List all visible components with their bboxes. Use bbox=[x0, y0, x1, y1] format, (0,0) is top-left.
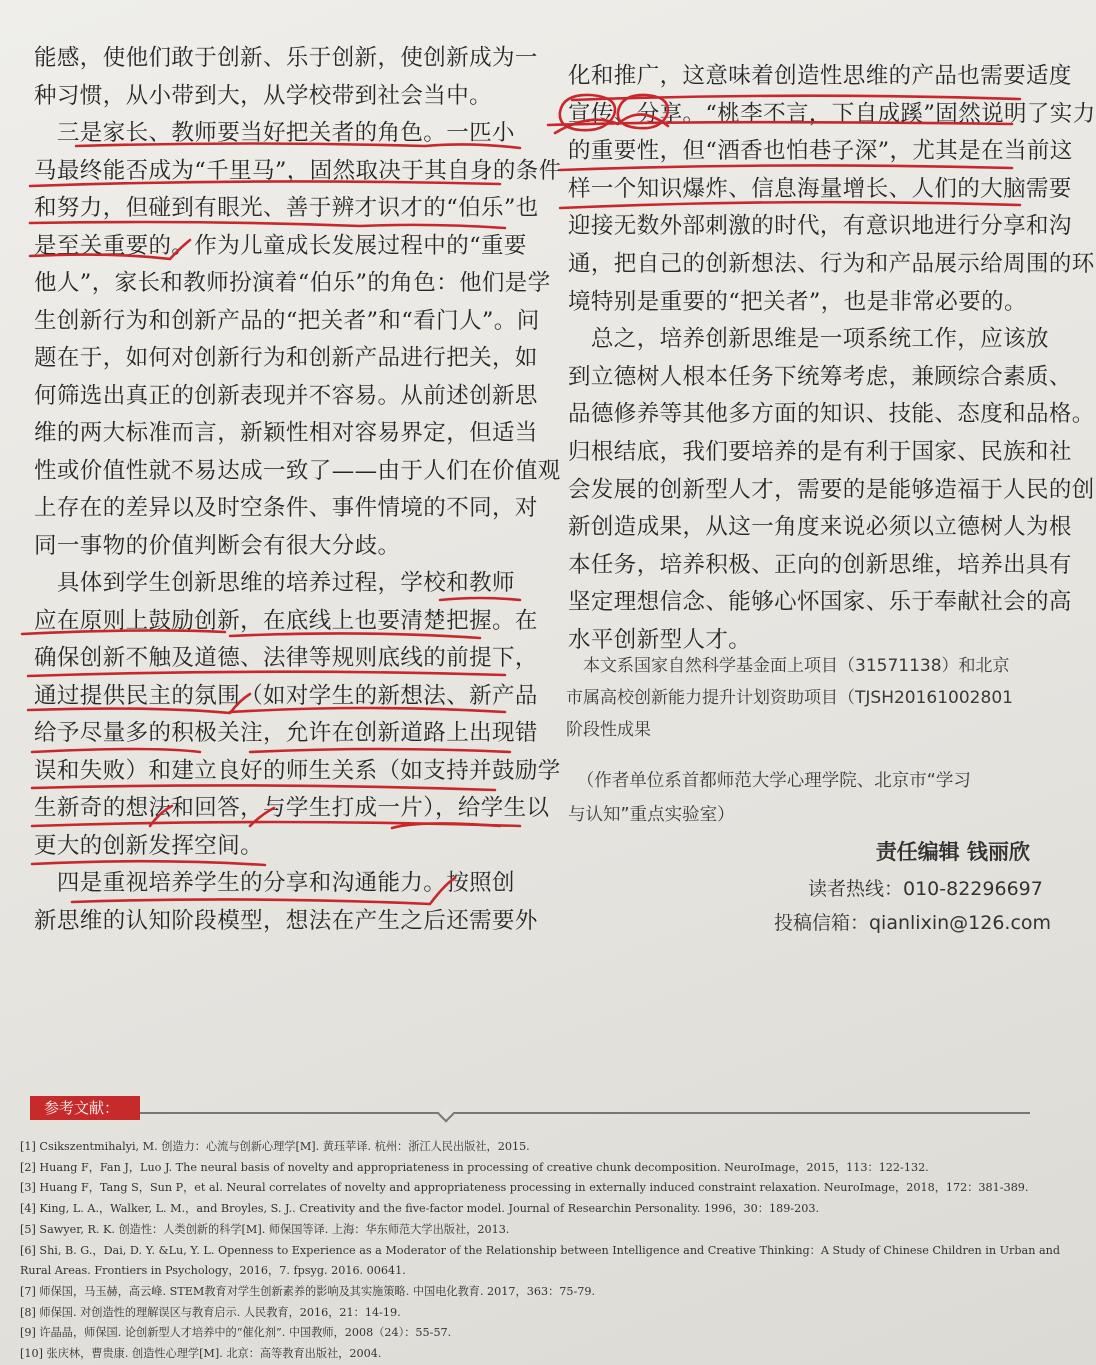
text-line: 新思维的认知阶段模型，想法在产生之后还需要外 bbox=[34, 907, 538, 934]
reference-item: [1] Csikszentmihalyi, M. 创造力：心流与创新心理学[M]. 黄珏苹译. 杭州：浙江人民出版社，2015. bbox=[20, 1140, 530, 1153]
reference-item: Rural Areas. Frontiers in Psychology，2016，7. fpsyg. 2016. 00641. bbox=[20, 1264, 406, 1278]
reference-item: [4] King, L. A.，Walker, L. M.，and Broyles, S. J.. Creativity and the five-factor model. Journal of Researchin Personality. 1996，30：189-203. bbox=[20, 1202, 819, 1216]
text-line: 具体到学生创新思维的培养过程，学校和教师 bbox=[34, 570, 515, 596]
text-line: 给予尽量多的积极关注，允许在创新道路上出现错 bbox=[34, 720, 538, 746]
affiliation-line: （作者单位系首都师范大学心理学院、北京市“学习 bbox=[568, 771, 971, 791]
text-line: 化和推广，这意味着创造性思维的产品也需要适度 bbox=[568, 63, 1072, 89]
text-line: 种习惯，从小带到大，从学校带到社会当中。 bbox=[34, 82, 493, 109]
text-line: 的重要性，但“酒香也怕巷子深”，尤其是在当前这 bbox=[568, 138, 1073, 165]
text-line: 品德修养等其他多方面的知识、技能、态度和品格。 bbox=[568, 401, 1095, 428]
pen-underline bbox=[72, 878, 455, 904]
text-line: 生新奇的想法和回答，与学生打成一片），给学生以 bbox=[34, 795, 550, 821]
text-line: 题在于，如何对创新行为和创新产品进行把关，如 bbox=[34, 345, 538, 371]
pen-underline bbox=[30, 240, 190, 259]
pen-underline bbox=[30, 181, 500, 186]
pen-underline bbox=[560, 165, 1012, 170]
reference-item: [7] 师保国，马玉赫，高云峰. STEM教育对学生创新素养的影响及其实施策略. 中国电化教育. 2017，363：75-79. bbox=[20, 1284, 596, 1298]
text-line: 应在原则上鼓励创新，在底线上也要清楚把握。在 bbox=[34, 607, 538, 634]
text-line: 更大的创新发挥空间。 bbox=[34, 832, 264, 859]
reference-item: [10] 张庆林，曹贵康. 创造性心理学[M]. 北京：高等教育出版社，2004. bbox=[20, 1347, 382, 1361]
pen-underline bbox=[392, 823, 500, 828]
text-line: 和努力，但碰到有眼光、善于辨才识才的“伯乐”也 bbox=[34, 195, 539, 221]
text-line: 同一事物的价值判断会有很大分歧。 bbox=[34, 532, 401, 559]
funding-line: 阶段性成果 bbox=[566, 720, 651, 740]
text-line: 何筛选出真正的创新表现并不容易。从前述创新思 bbox=[34, 382, 538, 409]
reference-item: [5] Sawyer, R. K. 创造性：人类创新的科学[M]. 师保国等译. 上海：华东师范大学出版社，2013. bbox=[20, 1222, 510, 1236]
pen-underline bbox=[30, 222, 505, 228]
text-line: 会发展的创新型人才，需要的是能够造福于人民的创 bbox=[568, 476, 1095, 503]
funding-line: 市属高校创新能力提升计划资助项目（TJSH20161002801 bbox=[566, 688, 1013, 708]
text-line: 到立德树人根本任务下统筹考虑，兼顾综合素质、 bbox=[568, 363, 1072, 390]
pen-underline bbox=[32, 785, 495, 790]
text-line: 维的两大标准而言，新颖性相对容易界定，但适当 bbox=[34, 420, 538, 446]
text-line: 马最终能否成为“千里马”，固然取决于其自身的条件 bbox=[34, 157, 562, 184]
text-line: 四是重视培养学生的分享和沟通能力。按照创 bbox=[34, 870, 515, 896]
funding-line: 本文系国家自然科学基金面上项目（31571138）和北京 bbox=[566, 656, 1010, 676]
pen-underline bbox=[230, 708, 505, 712]
text-line: 是至关重要的。作为儿童成长发展过程中的“重要 bbox=[34, 232, 527, 259]
text-line: 迎接无数外部刺激的时代，有意识地进行分享和沟 bbox=[568, 213, 1072, 240]
responsible-editor: 责任编辑 钱丽欣 bbox=[875, 840, 1030, 864]
text-line: 能感，使他们敢于创新、乐于创新，使创新成为一 bbox=[34, 45, 538, 71]
text-line: 确保创新不触及道德、法律等规则底线的前提下， bbox=[34, 645, 538, 671]
text-line: 宣传、分享。“桃李不言，下自成蹊”固然说明了实力 bbox=[568, 100, 1096, 127]
pen-underline bbox=[22, 630, 225, 634]
text-line: 总之，培养创新思维是一项系统工作，应该放 bbox=[568, 326, 1049, 353]
pen-underline bbox=[28, 694, 250, 713]
pen-underline bbox=[425, 144, 520, 148]
reference-item: [3] Huang F，Tang S，Sun P，et al. Neural correlates of novelty and appropriateness processing in externally induced constraint relaxation. NeuroImage，2018，172：381-389. bbox=[20, 1181, 1029, 1195]
pen-underline bbox=[230, 633, 480, 638]
submission-email: 投稿信箱：qianlixin@126.com bbox=[774, 912, 1052, 934]
pen-underline bbox=[32, 861, 265, 865]
affiliation-line: 与认知”重点实验室） bbox=[568, 805, 735, 825]
reference-item: [2] Huang F，Fan J，Luo J. The neural basis of novelty and appropriateness in processing of creative chunk decomposition. NeuroImage，2015，113：122-132. bbox=[20, 1160, 929, 1174]
text-line: 样一个知识爆炸、信息海量增长、人们的大脑需要 bbox=[568, 175, 1072, 202]
text-line: 生创新行为和创新产品的“把关者”和“看门人”。问 bbox=[34, 307, 540, 334]
text-line: 境特别是重要的“把关者”，也是非常必要的。 bbox=[568, 288, 1027, 315]
text-line: 误和失败）和建立良好的师生关系（如支持并鼓励学 bbox=[34, 757, 561, 784]
pen-underline bbox=[76, 144, 425, 147]
text-line: 三是家长、教师要当好把关者的角色。一匹小 bbox=[34, 120, 515, 146]
text-line: 归根结底，我们要培养的是有利于国家、民族和社 bbox=[568, 438, 1072, 465]
pen-underline bbox=[32, 749, 200, 752]
text-line: 新创造成果，从这一角度来说必须以立德树人为根 bbox=[568, 514, 1072, 541]
text-line: 性或价值性就不易达成一致了——由于人们在价值观 bbox=[34, 457, 561, 484]
reference-item: [9] 许晶晶，师保国. 论创新型人才培养中的“催化剂”. 中国教师，2008（24）：55-57. bbox=[20, 1326, 452, 1340]
reference-item: [6] Shi, B. G.，Dai, D. Y. &Lu, Y. L. Openness to Experience as a Moderator of the Relationship between Intelligence and Creative Thinking：A Study of Chinese Children in Urban and bbox=[20, 1243, 1060, 1257]
pen-underline bbox=[250, 749, 510, 752]
text-line: 通，把自己的创新想法、行为和产品展示给周围的环 bbox=[568, 250, 1095, 277]
pen-underline bbox=[560, 202, 1020, 208]
reader-hotline: 读者热线：010-82296697 bbox=[808, 878, 1043, 900]
text-line: 上存在的差异以及时空条件、事件情境的不同，对 bbox=[34, 495, 538, 521]
pen-underline bbox=[28, 672, 505, 676]
references-label: 参考文献： bbox=[30, 1096, 140, 1120]
text-line: 本任务，培养积极、正向的创新思维，培养出具有 bbox=[568, 551, 1072, 578]
text-line: 他人”，家长和教师扮演着“伯乐”的角色：他们是学 bbox=[34, 270, 551, 296]
text-line: 水平创新型人才。 bbox=[568, 626, 752, 653]
reference-item: [8] 师保国. 对创造性的理解误区与教育启示. 人民教育，2016，21：14-19. bbox=[20, 1305, 401, 1319]
text-line: 坚定理想信念、能够心怀国家、乐于奉献社会的高 bbox=[568, 589, 1072, 616]
text-line: 通过提供民主的氛围（如对学生的新想法、新产品 bbox=[34, 682, 538, 709]
pen-underline bbox=[440, 598, 520, 600]
